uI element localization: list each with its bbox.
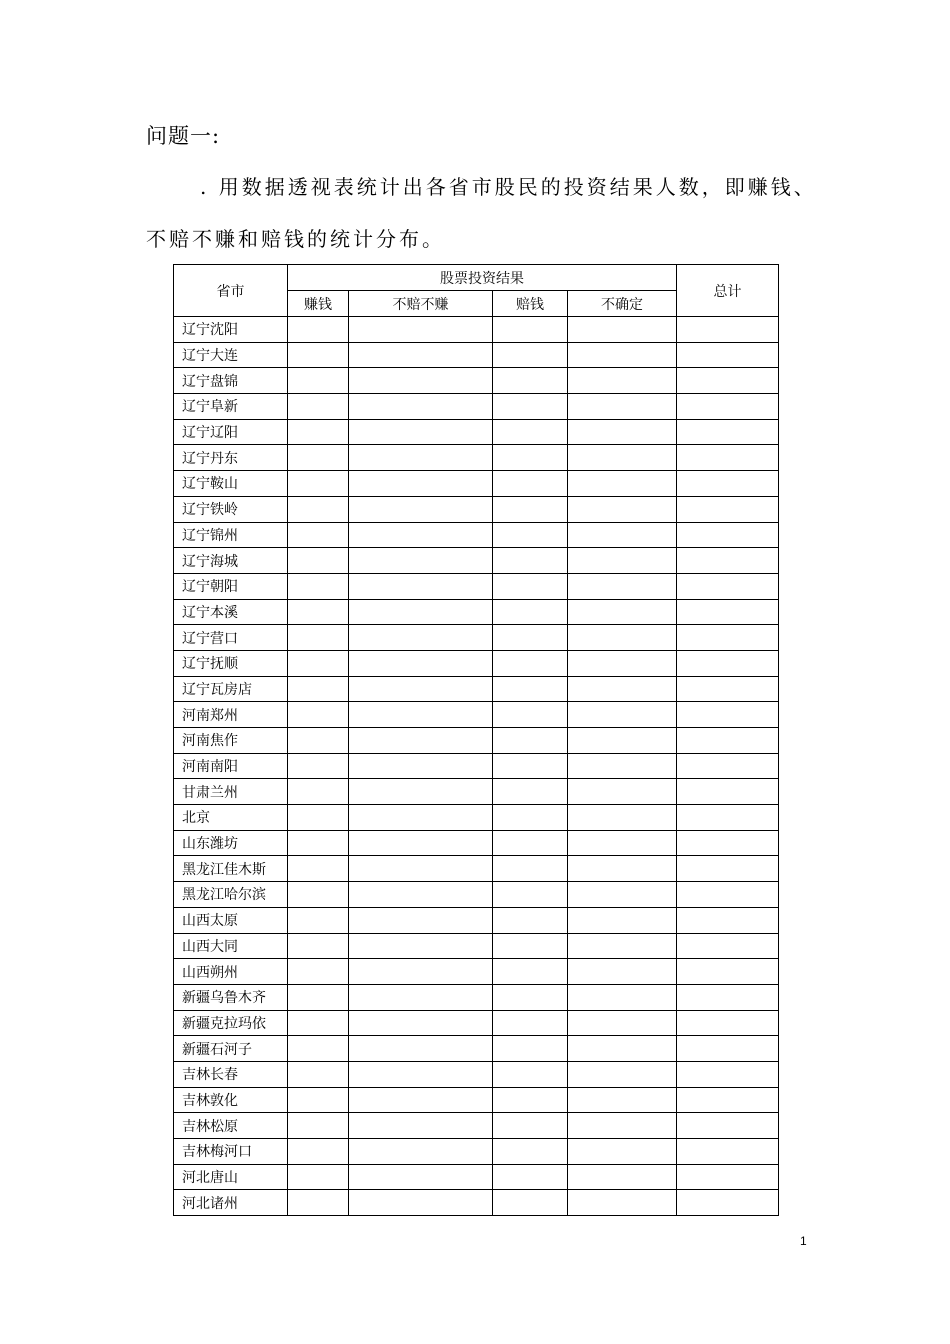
- empty-cell: [349, 984, 493, 1010]
- table-row: [174, 445, 779, 471]
- empty-cell: [349, 907, 493, 933]
- page-number: 1: [800, 1234, 807, 1248]
- empty-cell: [288, 496, 349, 522]
- empty-cell: [677, 394, 779, 420]
- empty-cell: [349, 445, 493, 471]
- empty-cell: [677, 959, 779, 985]
- empty-cell: [568, 907, 677, 933]
- region-cell: 辽宁鞍山: [174, 471, 288, 497]
- empty-cell: [288, 394, 349, 420]
- empty-cell: [349, 959, 493, 985]
- empty-cell: [349, 830, 493, 856]
- empty-cell: [493, 907, 568, 933]
- empty-cell: [349, 676, 493, 702]
- empty-cell: [568, 959, 677, 985]
- table-row: [174, 342, 779, 368]
- empty-cell: [677, 1036, 779, 1062]
- empty-cell: [677, 753, 779, 779]
- empty-cell: [568, 317, 677, 343]
- region-cell: 山东潍坊: [174, 830, 288, 856]
- empty-cell: [288, 959, 349, 985]
- region-cell: 新疆石河子: [174, 1036, 288, 1062]
- empty-cell: [493, 1139, 568, 1165]
- empty-cell: [288, 907, 349, 933]
- region-cell: 吉林敦化: [174, 1087, 288, 1113]
- table-row: [174, 1164, 779, 1190]
- empty-cell: [349, 625, 493, 651]
- empty-cell: [677, 933, 779, 959]
- empty-cell: [677, 779, 779, 805]
- empty-cell: [288, 702, 349, 728]
- empty-cell: [568, 650, 677, 676]
- region-cell: 吉林松原: [174, 1113, 288, 1139]
- table-row: [174, 1190, 779, 1216]
- uncertain-column-header: 不确定: [568, 291, 677, 317]
- empty-cell: [349, 317, 493, 343]
- empty-cell: [288, 445, 349, 471]
- empty-cell: [568, 599, 677, 625]
- instruction-line-2: 不赔不赚和赔钱的统计分布。: [146, 227, 445, 251]
- empty-cell: [288, 984, 349, 1010]
- empty-cell: [568, 830, 677, 856]
- empty-cell: [568, 702, 677, 728]
- empty-cell: [349, 1113, 493, 1139]
- empty-cell: [677, 856, 779, 882]
- table-row: [174, 317, 779, 343]
- table-row: [174, 830, 779, 856]
- empty-cell: [493, 882, 568, 908]
- region-cell: 辽宁沈阳: [174, 317, 288, 343]
- empty-cell: [677, 625, 779, 651]
- table-row: [174, 625, 779, 651]
- empty-cell: [349, 882, 493, 908]
- table-row: [174, 650, 779, 676]
- empty-cell: [493, 1061, 568, 1087]
- empty-cell: [349, 368, 493, 394]
- table-row: [174, 599, 779, 625]
- table-row: [174, 1139, 779, 1165]
- loss-column-header: 赔钱: [493, 291, 568, 317]
- region-cell: 辽宁阜新: [174, 394, 288, 420]
- empty-cell: [349, 1164, 493, 1190]
- empty-cell: [288, 471, 349, 497]
- empty-cell: [677, 548, 779, 574]
- empty-cell: [677, 1113, 779, 1139]
- empty-cell: [349, 496, 493, 522]
- empty-cell: [677, 471, 779, 497]
- empty-cell: [568, 1087, 677, 1113]
- empty-cell: [288, 728, 349, 754]
- empty-cell: [568, 728, 677, 754]
- empty-cell: [677, 445, 779, 471]
- table-row: [174, 419, 779, 445]
- empty-cell: [568, 1113, 677, 1139]
- empty-cell: [568, 573, 677, 599]
- table-row: [174, 471, 779, 497]
- region-cell: 河南郑州: [174, 702, 288, 728]
- empty-cell: [568, 1036, 677, 1062]
- empty-cell: [288, 625, 349, 651]
- empty-cell: [288, 830, 349, 856]
- empty-cell: [493, 702, 568, 728]
- empty-cell: [568, 1010, 677, 1036]
- empty-cell: [493, 548, 568, 574]
- table-row: [174, 907, 779, 933]
- empty-cell: [288, 779, 349, 805]
- empty-cell: [349, 753, 493, 779]
- empty-cell: [568, 496, 677, 522]
- empty-cell: [677, 882, 779, 908]
- empty-cell: [677, 496, 779, 522]
- table-row: [174, 522, 779, 548]
- empty-cell: [493, 368, 568, 394]
- empty-cell: [568, 445, 677, 471]
- empty-cell: [493, 1036, 568, 1062]
- table-row: [174, 1113, 779, 1139]
- break-even-column-header: 不赔不赚: [349, 291, 493, 317]
- region-cell: 山西朔州: [174, 959, 288, 985]
- region-cell: 辽宁瓦房店: [174, 676, 288, 702]
- empty-cell: [288, 419, 349, 445]
- table-row: [174, 548, 779, 574]
- empty-cell: [568, 394, 677, 420]
- region-cell: 辽宁辽阳: [174, 419, 288, 445]
- empty-cell: [493, 805, 568, 831]
- empty-cell: [288, 1139, 349, 1165]
- table-row: [174, 702, 779, 728]
- region-cell: 辽宁大连: [174, 342, 288, 368]
- empty-cell: [493, 1010, 568, 1036]
- empty-cell: [677, 1010, 779, 1036]
- empty-cell: [288, 599, 349, 625]
- region-cell: 河南南阳: [174, 753, 288, 779]
- table-row: [174, 882, 779, 908]
- empty-cell: [677, 907, 779, 933]
- empty-cell: [493, 599, 568, 625]
- empty-cell: [493, 573, 568, 599]
- empty-cell: [493, 984, 568, 1010]
- table-row: [174, 933, 779, 959]
- empty-cell: [493, 728, 568, 754]
- empty-cell: [288, 753, 349, 779]
- empty-cell: [568, 1061, 677, 1087]
- empty-cell: [677, 1164, 779, 1190]
- total-column-header: 总计: [677, 265, 779, 317]
- empty-cell: [568, 625, 677, 651]
- empty-cell: [493, 676, 568, 702]
- empty-cell: [677, 1061, 779, 1087]
- empty-cell: [349, 805, 493, 831]
- empty-cell: [493, 933, 568, 959]
- investment-results-table: [173, 264, 779, 1216]
- empty-cell: [288, 548, 349, 574]
- empty-cell: [349, 394, 493, 420]
- empty-cell: [568, 1139, 677, 1165]
- region-cell: 辽宁海城: [174, 548, 288, 574]
- region-cell: 辽宁盘锦: [174, 368, 288, 394]
- table-row: [174, 676, 779, 702]
- empty-cell: [288, 1036, 349, 1062]
- empty-cell: [568, 779, 677, 805]
- empty-cell: [493, 1190, 568, 1216]
- empty-cell: [349, 1190, 493, 1216]
- empty-cell: [349, 1036, 493, 1062]
- region-cell: 辽宁锦州: [174, 522, 288, 548]
- empty-cell: [493, 1087, 568, 1113]
- empty-cell: [349, 856, 493, 882]
- empty-cell: [349, 1061, 493, 1087]
- empty-cell: [677, 984, 779, 1010]
- region-cell: 辽宁铁岭: [174, 496, 288, 522]
- empty-cell: [568, 522, 677, 548]
- empty-cell: [288, 882, 349, 908]
- empty-cell: [349, 933, 493, 959]
- empty-cell: [493, 394, 568, 420]
- region-cell: 山西大同: [174, 933, 288, 959]
- investment-result-group-header: 股票投资结果: [288, 265, 677, 291]
- empty-cell: [677, 599, 779, 625]
- empty-cell: [349, 728, 493, 754]
- empty-cell: [568, 1190, 677, 1216]
- region-column-header: 省市: [174, 265, 288, 317]
- empty-cell: [677, 419, 779, 445]
- region-cell: 辽宁朝阳: [174, 573, 288, 599]
- empty-cell: [288, 342, 349, 368]
- empty-cell: [288, 573, 349, 599]
- table-row: [174, 984, 779, 1010]
- empty-cell: [349, 1087, 493, 1113]
- region-cell: 新疆乌鲁木齐: [174, 984, 288, 1010]
- empty-cell: [677, 522, 779, 548]
- table-row: [174, 394, 779, 420]
- empty-cell: [493, 650, 568, 676]
- empty-cell: [493, 959, 568, 985]
- table-row: [174, 1087, 779, 1113]
- table-row: [174, 779, 779, 805]
- empty-cell: [349, 419, 493, 445]
- empty-cell: [493, 753, 568, 779]
- empty-cell: [493, 1113, 568, 1139]
- table-row: [174, 805, 779, 831]
- empty-cell: [349, 702, 493, 728]
- region-cell: 黑龙江佳木斯: [174, 856, 288, 882]
- empty-cell: [677, 1139, 779, 1165]
- empty-cell: [677, 573, 779, 599]
- region-cell: 吉林梅河口: [174, 1139, 288, 1165]
- empty-cell: [568, 676, 677, 702]
- table-row: [174, 856, 779, 882]
- empty-cell: [288, 1164, 349, 1190]
- empty-cell: [677, 805, 779, 831]
- region-cell: 甘肃兰州: [174, 779, 288, 805]
- empty-cell: [677, 368, 779, 394]
- empty-cell: [677, 702, 779, 728]
- empty-cell: [349, 522, 493, 548]
- empty-cell: [493, 522, 568, 548]
- region-cell: 新疆克拉玛依: [174, 1010, 288, 1036]
- empty-cell: [288, 368, 349, 394]
- empty-cell: [568, 856, 677, 882]
- empty-cell: [349, 548, 493, 574]
- empty-cell: [349, 650, 493, 676]
- empty-cell: [493, 342, 568, 368]
- table-row: [174, 1036, 779, 1062]
- region-cell: 河北诸州: [174, 1190, 288, 1216]
- empty-cell: [288, 650, 349, 676]
- region-cell: 吉林长春: [174, 1061, 288, 1087]
- table-row: [174, 728, 779, 754]
- region-cell: 辽宁抚顺: [174, 650, 288, 676]
- empty-cell: [568, 1164, 677, 1190]
- table-row: [174, 959, 779, 985]
- empty-cell: [568, 368, 677, 394]
- region-cell: 黑龙江哈尔滨: [174, 882, 288, 908]
- table-row: [174, 496, 779, 522]
- empty-cell: [493, 445, 568, 471]
- table-row: [174, 1061, 779, 1087]
- table-row: [174, 753, 779, 779]
- empty-cell: [349, 599, 493, 625]
- empty-cell: [493, 419, 568, 445]
- empty-cell: [349, 573, 493, 599]
- empty-cell: [288, 1087, 349, 1113]
- empty-cell: [568, 933, 677, 959]
- empty-cell: [568, 471, 677, 497]
- empty-cell: [493, 779, 568, 805]
- region-cell: 辽宁丹东: [174, 445, 288, 471]
- instruction-line-1: . 用数据透视表统计出各省市股民的投资结果人数，即赚钱、: [200, 175, 817, 199]
- empty-cell: [493, 625, 568, 651]
- empty-cell: [677, 676, 779, 702]
- empty-cell: [677, 830, 779, 856]
- empty-cell: [493, 1164, 568, 1190]
- table-row: [174, 573, 779, 599]
- profit-column-header: 赚钱: [288, 291, 349, 317]
- empty-cell: [568, 805, 677, 831]
- empty-cell: [677, 728, 779, 754]
- empty-cell: [288, 1190, 349, 1216]
- empty-cell: [568, 882, 677, 908]
- empty-cell: [288, 317, 349, 343]
- empty-cell: [493, 471, 568, 497]
- empty-cell: [568, 984, 677, 1010]
- empty-cell: [493, 317, 568, 343]
- empty-cell: [568, 753, 677, 779]
- region-cell: 北京: [174, 805, 288, 831]
- region-cell: 辽宁营口: [174, 625, 288, 651]
- region-cell: 河南焦作: [174, 728, 288, 754]
- empty-cell: [288, 676, 349, 702]
- empty-cell: [677, 317, 779, 343]
- empty-cell: [677, 1087, 779, 1113]
- region-cell: 辽宁本溪: [174, 599, 288, 625]
- empty-cell: [493, 856, 568, 882]
- empty-cell: [493, 496, 568, 522]
- empty-cell: [288, 933, 349, 959]
- table-row: [174, 1010, 779, 1036]
- empty-cell: [677, 1190, 779, 1216]
- region-cell: 河北唐山: [174, 1164, 288, 1190]
- empty-cell: [288, 522, 349, 548]
- empty-cell: [288, 1113, 349, 1139]
- empty-cell: [288, 1061, 349, 1087]
- empty-cell: [349, 779, 493, 805]
- empty-cell: [288, 1010, 349, 1036]
- empty-cell: [349, 1139, 493, 1165]
- question-heading: 问题一:: [146, 124, 221, 148]
- empty-cell: [568, 342, 677, 368]
- empty-cell: [677, 650, 779, 676]
- empty-cell: [349, 471, 493, 497]
- empty-cell: [568, 419, 677, 445]
- empty-cell: [493, 830, 568, 856]
- table-row: [174, 368, 779, 394]
- region-cell: 山西太原: [174, 907, 288, 933]
- empty-cell: [677, 342, 779, 368]
- empty-cell: [288, 805, 349, 831]
- empty-cell: [568, 548, 677, 574]
- empty-cell: [349, 1010, 493, 1036]
- empty-cell: [288, 856, 349, 882]
- empty-cell: [349, 342, 493, 368]
